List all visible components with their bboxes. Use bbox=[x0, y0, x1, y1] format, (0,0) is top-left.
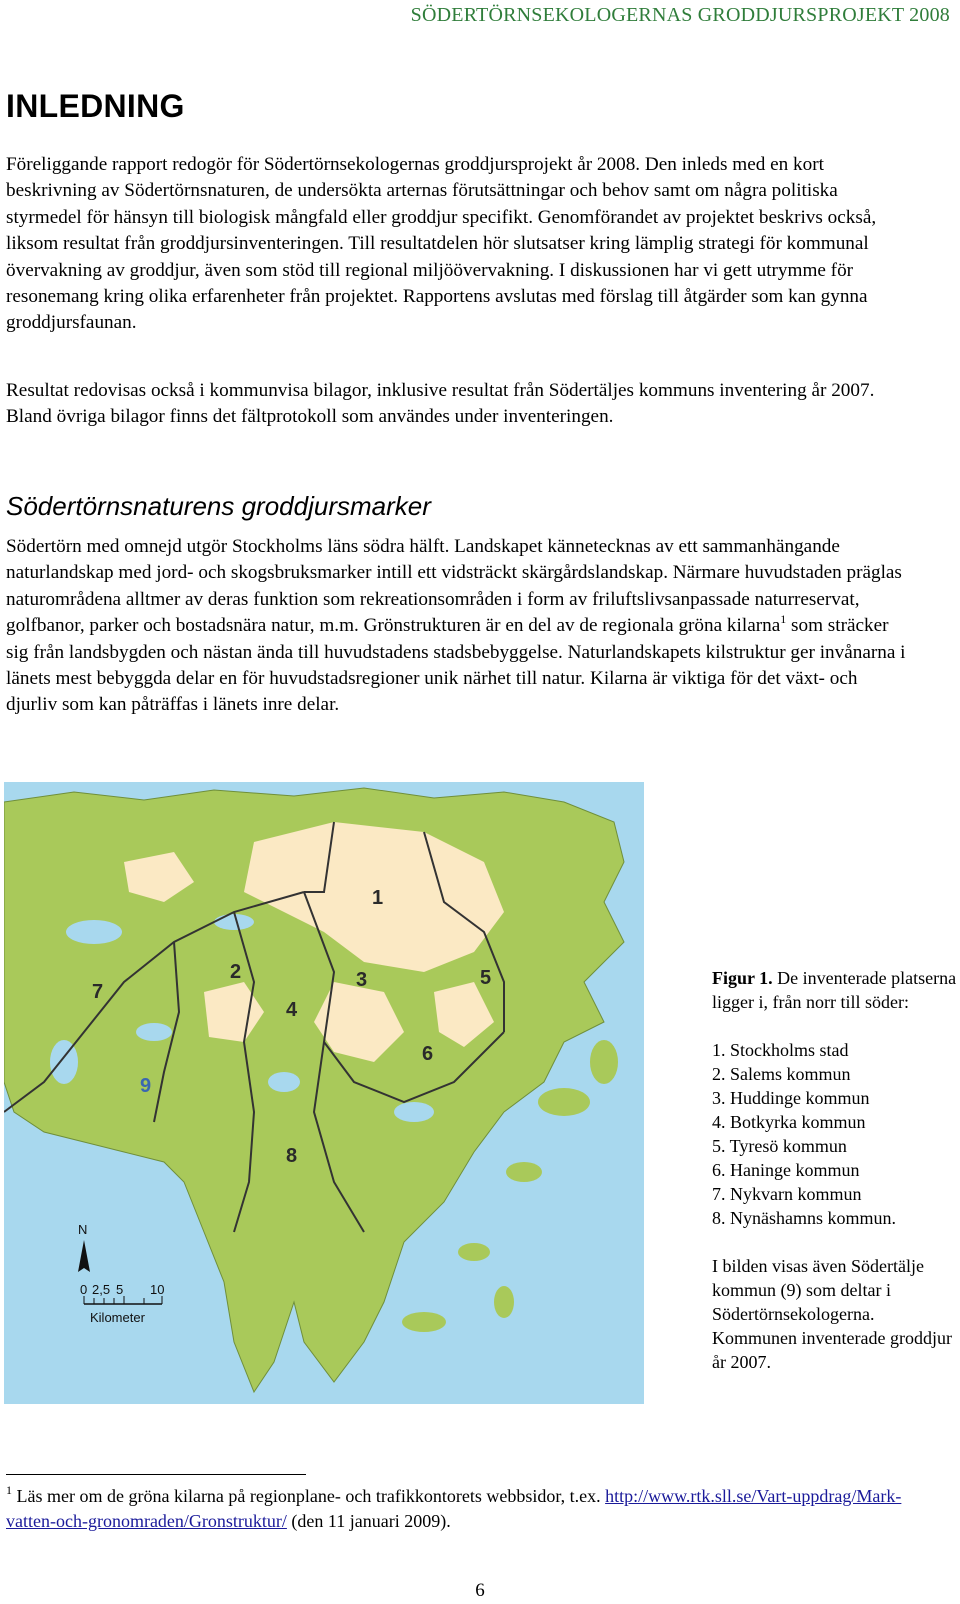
map-island bbox=[458, 1243, 490, 1261]
list-item: 3. Huddinge kommun bbox=[712, 1088, 870, 1108]
svg-text:2,5: 2,5 bbox=[92, 1282, 111, 1297]
map-island bbox=[494, 1286, 514, 1318]
list-item: 8. Nynäshamns kommun. bbox=[712, 1208, 896, 1228]
map-island bbox=[506, 1162, 542, 1182]
map-lake bbox=[394, 1102, 434, 1122]
footnote-text: Läs mer om de gröna kilarna på regionplane- och trafikkontorets webbsidor, t.ex. bbox=[12, 1486, 606, 1506]
svg-text:5: 5 bbox=[116, 1282, 124, 1297]
municipality-map bbox=[4, 782, 644, 1404]
map-label-3: 3 bbox=[356, 969, 368, 991]
map-label-5: 5 bbox=[480, 967, 492, 989]
svg-text:0: 0 bbox=[80, 1282, 88, 1297]
map-label-2: 2 bbox=[230, 961, 242, 983]
list-item: 5. Tyresö kommun bbox=[712, 1136, 847, 1156]
page-number: 6 bbox=[475, 1580, 485, 1601]
municipality-list bbox=[712, 1038, 957, 1230]
caption-extra: I bilden visas även Södertälje kommun (9) som deltar i Södertörnsekologerna. Kommunen inventerade groddjur år 2007. bbox=[712, 1256, 952, 1372]
intro-paragraph-2: Resultat redovisas också i kommunvisa bilagor, inklusive resultat från Södertäljes kommuns inventering år 2007. Bland övriga bilagor finns det fältprotokoll som användes under inventeringen. bbox=[6, 380, 875, 428]
section-heading: Södertörnsnaturens groddjursmarker bbox=[6, 491, 431, 521]
footnote-date: (den 11 januari 2009). bbox=[286, 1511, 451, 1531]
caption-label: Figur 1. bbox=[712, 968, 773, 988]
map-lake bbox=[268, 1072, 300, 1092]
footnote-link[interactable]: http://www.rtk.sll.se/Vart-uppdrag/Mark-vatten-och-gronomraden/Gronstruktur/ bbox=[6, 1486, 902, 1531]
svg-text:10: 10 bbox=[150, 1282, 165, 1297]
list-item: 4. Botkyrka kommun bbox=[712, 1112, 866, 1132]
list-item: 7. Nykvarn kommun bbox=[712, 1184, 862, 1204]
caption-text: De inventerade platserna ligger i, från norr till söder: bbox=[712, 968, 957, 1012]
map-island bbox=[538, 1088, 590, 1116]
list-item: 2. Salems kommun bbox=[712, 1064, 851, 1084]
caption-intro bbox=[712, 966, 957, 1014]
list-item: 6. Haninge kommun bbox=[712, 1160, 860, 1180]
map-label-6: 6 bbox=[422, 1043, 434, 1065]
footnote-ref: 1 bbox=[780, 612, 787, 627]
svg-text:Kilometer: Kilometer bbox=[90, 1310, 145, 1325]
map-label-8: 8 bbox=[286, 1145, 298, 1167]
figure-caption bbox=[712, 966, 957, 1374]
page-heading: INLEDNING bbox=[6, 88, 185, 124]
map-island bbox=[402, 1312, 446, 1332]
list-item: 1. Stockholms stad bbox=[712, 1040, 849, 1060]
running-header: SÖDERTÖRNSEKOLOGERNAS GRODDJURSPROJEKT 2008 bbox=[410, 4, 950, 26]
footnote-divider bbox=[6, 1474, 306, 1475]
map-label-7: 7 bbox=[92, 981, 104, 1003]
section-text-before: Södertörn med omnejd utgör Stockholms läns södra hälft. Landskapet kännetecknas av ett sammanhängande naturlandskap med jord- och skogsbruksmarker intill ett vidsträckt skärgårdslandskap. Närmare huvudstaden präglas naturområdena alltmer av deras funktion som rekreationsområden i form av friluftslivsanpassade naturreservat, golfbanor, parker och bostadsnära natur, m.m. Grönstrukturen är en del av de regionala gröna kilarna bbox=[6, 536, 902, 637]
section-paragraph bbox=[6, 534, 911, 719]
footnote bbox=[6, 1484, 946, 1534]
map-island bbox=[590, 1040, 618, 1084]
footnote-number: 1 bbox=[6, 1483, 12, 1497]
svg-text:N: N bbox=[78, 1222, 88, 1237]
section-text-after: som sträcker sig från landsbygden och nästan ända till huvudstadens stadsbebyggelse. Naturlandskapets kilstruktur ger invånarna i länets mest bebyggda delar en för huvudstadsregioner unik närhet till natur. Kilarna är viktiga för det växt- och djurliv som kan påträffas i länets inre delar. bbox=[6, 615, 906, 716]
map-lake bbox=[214, 914, 254, 930]
map-lake bbox=[136, 1023, 172, 1041]
map-label-4: 4 bbox=[286, 999, 298, 1021]
intro-paragraph-1: Föreliggande rapport redogör för Södertörnsekologernas groddjursprojekt år 2008. Den inleds med en kort beskrivning av Södertörnsnaturen, de undersökta arternas förutsättningar och behov samt om några politiska styrmedel för hänsyn till biologisk mångfald eller groddjur specifikt. Genomförandet av projektet beskrivs också, liksom resultat från groddjursinventeringen. Till resultatdelen hör slutsatser kring lämplig strategi för kommunal övervakning av groddjur, även som stöd till regional miljöövervakning. I diskussionen har vi gett utrymme för resonemang kring olika erfarenheter från projektet. Rapportens avslutas med förslag till åtgärder som kan gynna groddjursfaunan. bbox=[6, 154, 877, 334]
map-lake bbox=[66, 920, 122, 944]
map-label-9: 9 bbox=[140, 1075, 152, 1097]
map-label-1: 1 bbox=[372, 887, 384, 909]
map-lake bbox=[50, 1040, 78, 1084]
